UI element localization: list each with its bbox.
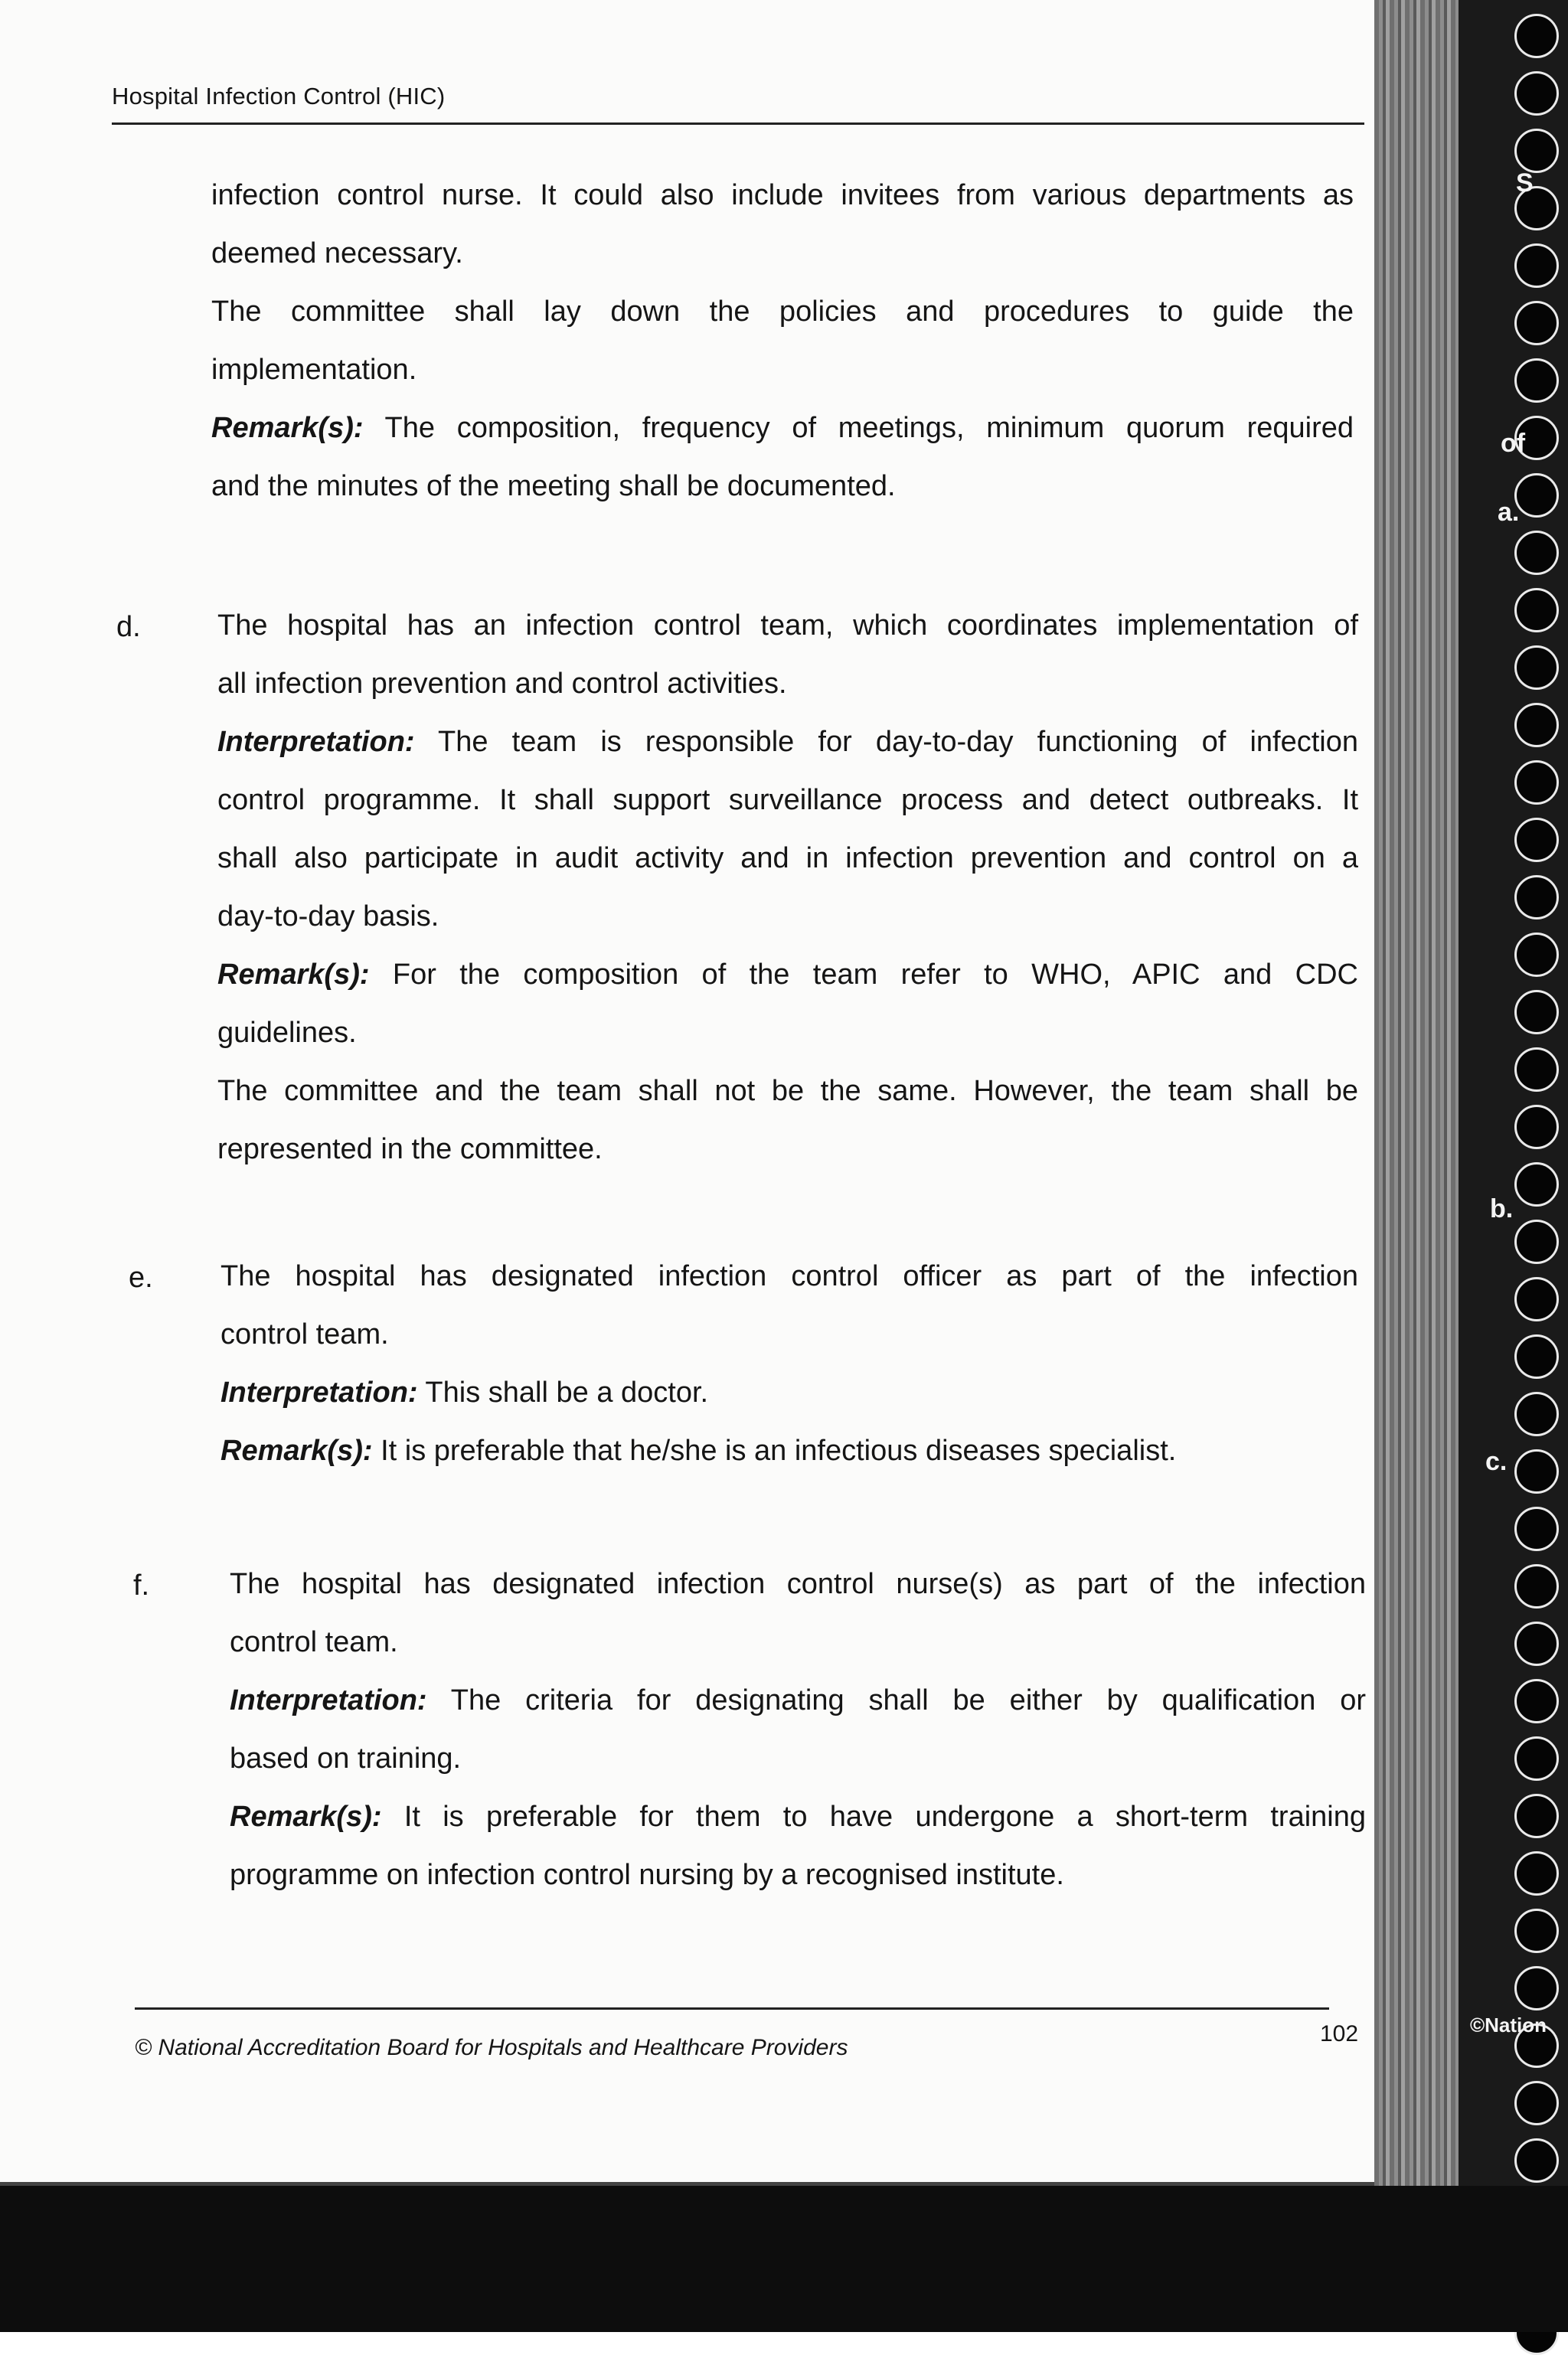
text-line bbox=[220, 1320, 389, 1349]
line-label: Remark(s): bbox=[211, 412, 364, 444]
line-label: Interpretation: bbox=[230, 1684, 427, 1716]
binding-hole bbox=[1514, 1564, 1559, 1609]
text-line bbox=[220, 1262, 1358, 1291]
binding-hole bbox=[1514, 1449, 1559, 1494]
binding-hole bbox=[1514, 531, 1559, 575]
line-label: Remark(s): bbox=[230, 1801, 382, 1833]
binding-hole bbox=[1514, 1679, 1559, 1723]
binding-hole bbox=[1514, 875, 1559, 919]
line-text: control team. bbox=[220, 1318, 389, 1351]
list-marker: d. bbox=[116, 611, 141, 643]
footer-rule bbox=[135, 2007, 1329, 2010]
text-line bbox=[230, 1569, 1366, 1599]
side-letter: S bbox=[1516, 168, 1534, 198]
list-marker: e. bbox=[129, 1262, 153, 1294]
line-label: Interpretation: bbox=[217, 726, 415, 758]
side-letter: b. bbox=[1490, 1194, 1514, 1223]
line-text: control programme. It shall support surveillance process and detect outbreaks. It bbox=[217, 784, 1358, 816]
line-text: The committee and the team shall not be the same. However, the team shall be bbox=[217, 1075, 1358, 1107]
binding-hole bbox=[1514, 1047, 1559, 1092]
labelled-line bbox=[217, 960, 1358, 989]
binding-hole bbox=[1514, 1851, 1559, 1896]
text-line bbox=[217, 786, 1358, 815]
binding-hole bbox=[1514, 2138, 1559, 2183]
text-line bbox=[217, 844, 1358, 873]
text-line bbox=[211, 472, 896, 501]
text-line bbox=[211, 297, 1354, 326]
binding-hole bbox=[1514, 990, 1559, 1034]
side-letter: ©Nation bbox=[1470, 2014, 1547, 2037]
line-text: It is preferable for them to have undergone a short-term training bbox=[381, 1801, 1366, 1833]
binding-hole bbox=[1514, 1507, 1559, 1551]
line-text: The composition, frequency of meetings, minimum quorum required bbox=[363, 412, 1354, 444]
binding-hole bbox=[1514, 358, 1559, 403]
line-label: Remark(s): bbox=[220, 1435, 373, 1467]
footer-copyright: © National Accreditation Board for Hospitals and Healthcare Providers bbox=[135, 2035, 848, 2060]
text-line bbox=[217, 1135, 603, 1164]
header-rule bbox=[112, 122, 1364, 125]
line-text: This shall be a doctor. bbox=[417, 1377, 709, 1409]
binding-hole bbox=[1514, 1162, 1559, 1207]
binding-hole bbox=[1514, 129, 1559, 173]
line-text: The committee shall lay down the policies and procedures to guide the bbox=[211, 296, 1354, 328]
binding-hole bbox=[1514, 588, 1559, 632]
labelled-line bbox=[230, 1686, 1366, 1715]
binding-hole bbox=[1514, 71, 1559, 116]
labelled-line bbox=[217, 727, 1358, 756]
scan-bottom-bar bbox=[0, 2186, 1568, 2332]
binding-hole bbox=[1514, 1736, 1559, 1781]
binding-hole bbox=[1514, 1966, 1559, 2010]
binding-hole bbox=[1514, 1392, 1559, 1436]
page-number: 102 bbox=[1320, 2021, 1359, 2046]
line-text: The hospital has designated infection control officer as part of the infection bbox=[220, 1260, 1358, 1292]
binding-hole bbox=[1514, 1909, 1559, 1953]
binding-hole bbox=[1514, 1105, 1559, 1149]
line-label: Interpretation: bbox=[220, 1377, 418, 1409]
binding-hole bbox=[1514, 243, 1559, 288]
binding-hole bbox=[1514, 1622, 1559, 1666]
line-text: The criteria for designating shall be either by qualification or bbox=[426, 1684, 1366, 1716]
labelled-line bbox=[220, 1436, 1176, 1465]
text-line bbox=[217, 669, 787, 698]
line-text: day-to-day basis. bbox=[217, 900, 439, 933]
side-letter: c. bbox=[1485, 1447, 1508, 1476]
binding-hole bbox=[1514, 1334, 1559, 1379]
line-text: infection control nurse. It could also include invitees from various departments as bbox=[211, 179, 1354, 211]
line-text: The hospital has an infection control team, which coordinates implementation of bbox=[217, 609, 1358, 642]
side-letter: of bbox=[1501, 429, 1526, 458]
line-text: The team is responsible for day-to-day functioning of infection bbox=[414, 726, 1358, 758]
text-line bbox=[211, 239, 463, 268]
line-text: guidelines. bbox=[217, 1017, 357, 1049]
line-text: deemed necessary. bbox=[211, 237, 463, 269]
line-text: and the minutes of the meeting shall be documented. bbox=[211, 470, 896, 502]
line-text: based on training. bbox=[230, 1743, 462, 1775]
line-text: It is preferable that he/she is an infectious diseases specialist. bbox=[372, 1435, 1177, 1467]
labelled-line bbox=[220, 1378, 708, 1407]
binding-hole bbox=[1514, 818, 1559, 862]
binding-hole bbox=[1514, 760, 1559, 805]
line-text: all infection prevention and control activities. bbox=[217, 668, 787, 700]
binding-hole bbox=[1514, 1794, 1559, 1838]
line-text: programme on infection control nursing by a recognised institute. bbox=[230, 1859, 1064, 1891]
text-line bbox=[217, 1018, 357, 1047]
binding-hole bbox=[1514, 1277, 1559, 1321]
line-text: For the composition of the team refer to WHO, APIC and CDC bbox=[369, 959, 1358, 991]
line-text: implementation. bbox=[211, 354, 417, 386]
line-text: control team. bbox=[230, 1626, 398, 1658]
labelled-line bbox=[211, 413, 1354, 443]
line-label: Remark(s): bbox=[217, 959, 370, 991]
text-line bbox=[230, 1860, 1064, 1890]
side-letter: a. bbox=[1498, 498, 1520, 527]
binding-hole bbox=[1514, 933, 1559, 977]
binding-hole bbox=[1514, 703, 1559, 747]
text-line bbox=[230, 1744, 461, 1773]
binding-hole bbox=[1514, 14, 1559, 58]
text-line bbox=[211, 181, 1354, 210]
text-line bbox=[217, 611, 1358, 640]
binding-hole bbox=[1514, 473, 1559, 518]
line-text: represented in the committee. bbox=[217, 1133, 603, 1165]
line-text: shall also participate in audit activity and in infection prevention and control on a bbox=[217, 842, 1358, 874]
line-text: The hospital has designated infection control nurse(s) as part of the infection bbox=[230, 1568, 1366, 1600]
text-line bbox=[217, 1076, 1358, 1106]
binding-hole bbox=[1514, 301, 1559, 345]
list-marker: f. bbox=[133, 1569, 150, 1602]
binding-hole bbox=[1514, 1220, 1559, 1264]
page-header: Hospital Infection Control (HIC) bbox=[112, 83, 446, 109]
binding-hole bbox=[1514, 2081, 1559, 2125]
text-line bbox=[230, 1628, 398, 1657]
labelled-line bbox=[230, 1802, 1366, 1831]
binding-hole bbox=[1514, 645, 1559, 690]
text-line bbox=[217, 902, 439, 931]
text-line bbox=[211, 355, 416, 384]
